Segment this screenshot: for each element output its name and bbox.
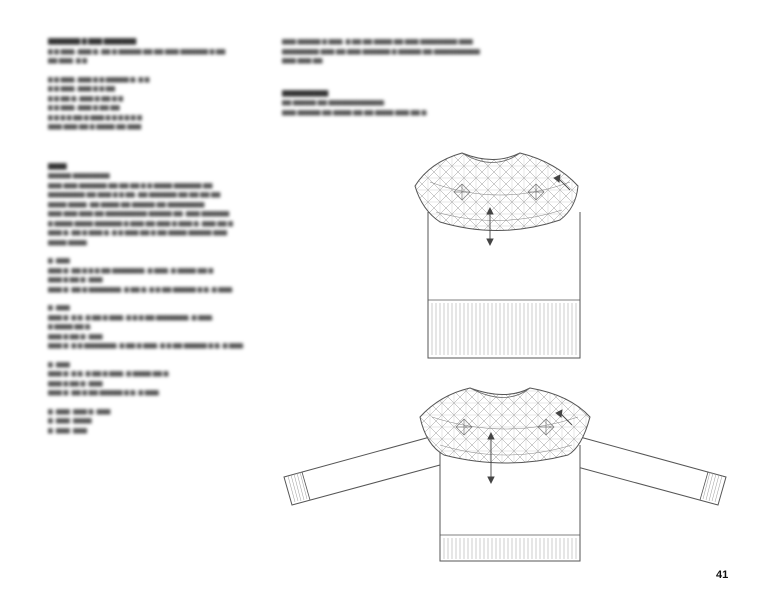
blurred-text-line: ▆ ▆ ▆▆▆, ▆▆▆ ▆ ▆ ▆▆▆▆▆ ▆, ▆ ▆ (48, 76, 150, 83)
blurred-text-line: ▆. ▆▆▆: ▆▆▆ ▆. ▆▆▆ (48, 408, 111, 415)
blurred-text-line: ▆▆▆ ▆ ▆▆ ▆: ▆▆▆ (48, 333, 103, 340)
blurred-text-line: ▇▇▇▇▇▇▇▇▇▇ (282, 90, 329, 97)
blurred-text-line: ▆▆▆▆▆▆▆▆ ▆▆ ▆▆▆ ▆ ▆ ▆▆, ▆▆ ▆▆▆▆▆▆ ▆▆ ▆▆ ▆▆ ▆▆ (48, 192, 221, 198)
blurred-text-line: ▆▆▆ ▆▆▆ ▆▆▆ ▆▆ ▆▆▆▆▆▆▆▆▆ ▆▆▆▆▆ ▆▆. ▆▆▆ ▆▆▆▆▆▆ (48, 211, 230, 217)
blurred-text-line: ▆▆▆▆ ▆▆▆▆. (48, 239, 89, 246)
vest-schematic-illustration (410, 148, 590, 363)
blurred-text-line: ▆▆▆ ▆: ▆▆ ▆ ▆▆▆▆▆▆▆, ▆ ▆▆ ▆, ▆ ▆ ▆▆ ▆▆▆▆▆ ▆ ▆, ▆ ▆▆▆. (48, 286, 234, 293)
blurred-text-line: ▆ ▆ ▆ ▆ ▆▆ ▆ ▆▆▆ ▆ ▆ ▆ ▆ ▆ ▆ (48, 114, 142, 121)
blurred-text-line: ▆▆▆ ▆ ▆▆ ▆: ▆▆▆ (48, 380, 103, 387)
sweater-yoke-colorwork (420, 388, 590, 463)
blurred-text-line: ▆ ▆ ▆▆▆, ▆▆▆ ▆ ▆▆ ▆▆ (48, 105, 120, 111)
blurred-text-line: ▆▆▆ ▆ ▆▆ ▆: ▆▆▆ (48, 277, 103, 283)
blurred-text-line: ▆▆▆ ▆: ▆ ▆ ▆▆▆▆▆▆▆, ▆ ▆▆ ▆ ▆▆▆, ▆ ▆ ▆▆ ▆▆▆▆▆ ▆ ▆, ▆ ▆▆▆. (48, 343, 245, 349)
blurred-text-line: ▆▆ ▆▆▆▆▆ ▆▆ ▆▆▆▆▆▆▆▆▆▆▆▆. (282, 100, 386, 106)
blurred-text-line: ▆. ▆▆▆ (48, 258, 70, 264)
blurred-text-line: ▆. ▆▆▆ (48, 361, 70, 368)
blurred-text-line: ▆▆▆ ▆▆▆ ▆▆▆▆▆▆ ▆▆ ▆▆ ▆▆ ▆ ▆ ▆▆▆▆ ▆▆▆▆▆▆ ▆▆ (48, 182, 213, 189)
blurred-text-line: ▆▆▆ ▆▆▆▆▆ ▆▆ ▆▆▆▆ ▆▆ ▆▆ ▆▆▆▆ ▆▆▆ ▆▆ ▆. (282, 109, 428, 116)
blurred-text-line: ▆▆▆ ▆, ▆▆ ▆ ▆▆▆ ▆, ▆ ▆ ▆▆▆ ▆▆ ▆ ▆▆ ▆▆▆▆ ▆▆▆▆▆ ▆▆▆ (48, 230, 227, 236)
blurred-text-line: ▆ ▆▆▆▆ ▆▆ ▆, (48, 324, 92, 330)
blurred-text-line: ▆▆▆ ▆▆▆ ▆▆. (282, 58, 324, 64)
vest-yoke-colorwork (415, 153, 578, 231)
blurred-text-line: ▆ ▆▆▆▆ ▆▆▆▆ ▆▆▆▆▆▆ ▆ ▆▆▆ ▆▆ ▆▆▆ ▆ ▆▆▆ ▆, ▆▆▆ ▆▆ ▆ (48, 220, 233, 227)
instructions-left-column (48, 38, 263, 436)
blurred-text-line: ▆ ▆ ▆▆▆, ▆▆▆ ▆ ▆ ▆▆ (48, 86, 116, 92)
blurred-text-line: ▆▆▆▆▆ ▆▆▆▆▆▆▆▆ (48, 173, 110, 179)
page-number: 41 (716, 569, 729, 581)
blurred-text-line: ▆▆▆ ▆: ▆ ▆, ▆ ▆▆ ▆ ▆▆▆, ▆ ▆▆▆▆ ▆▆ ▆. (48, 371, 170, 377)
blurred-text-line: ▆. ▆▆▆: ▆▆▆▆ (48, 418, 92, 424)
blurred-text-line: ▆. ▆▆▆ (48, 305, 70, 311)
blurred-text-line: ▆▆▆▆ ▆▆▆▆. ▆▆ ▆▆▆▆ ▆▆ ▆▆▆▆▆ ▆▆ ▆▆▆▆▆▆▆▆ (48, 201, 205, 208)
right-sleeve-outline (570, 437, 726, 505)
blurred-text-line: ▆▆▆▆▆▆▆▆ ▆▆▆ ▆▆ ▆▆▆ ▆▆▆▆▆▆ ▆ ▆▆▆▆▆ ▆▆ ▆▆▆▆▆▆▆▆▆▆ (282, 48, 480, 55)
blurred-text-line: ▆▆▆ ▆: ▆ ▆, ▆ ▆▆ ▆ ▆▆▆, ▆ ▆ ▆ ▆▆ ▆▆▆▆▆▆▆, ▆ ▆▆▆, (48, 314, 214, 321)
sweater-schematic-illustration (280, 385, 730, 563)
blurred-text-line: ▆▆▆ ▆: ▆▆ ▆ ▆▆ ▆▆▆▆▆ ▆ ▆, ▆ ▆▆▆. (48, 390, 161, 396)
blurred-text-line: ▇▇▇▇▇▇▇ ▇ ▇▇▇ ▇▇▇▇▇▇▇ (48, 39, 137, 45)
blurred-text-line: ▆ ▆ ▆▆ ▆, ▆▆▆ ▆ ▆▆ ▆ ▆ (48, 95, 123, 102)
blurred-text-line: ▆ ▆ ▆▆▆, ▆▆▆ ▆, ▆▆ ▆ ▆▆▆▆▆ ▆▆ ▆▆ ▆▆▆ ▆▆▆▆▆▆ ▆ ▆▆ (48, 48, 226, 55)
blurred-text-line: ▆. ▆▆▆: ▆▆▆ (48, 427, 87, 434)
blurred-text-line: ▆▆▆ ▆▆▆▆▆ ▆ ▆▆▆, ▆ ▆▆ ▆▆ ▆▆▆▆ ▆▆ ▆▆▆ ▆▆▆▆▆▆▆▆ ▆▆▆ (282, 39, 473, 45)
blurred-text-line: ▆▆ ▆▆▆, ▆ ▆ (48, 58, 87, 64)
blurred-text-line: ▆▆▆ ▆▆▆ ▆▆ ▆ ▆▆▆▆ ▆▆ ▆▆▆ (48, 124, 142, 130)
blurred-text-line: ▆▆▆ ▆: ▆▆ ▆ ▆ ▆ ▆▆ ▆▆▆▆▆▆▆, ▆ ▆▆▆, ▆ ▆▆▆▆ ▆▆ ▆ (48, 267, 214, 274)
left-sleeve-outline (284, 437, 440, 505)
instructions-right-column (282, 38, 497, 118)
blurred-text-line: ▇▇▇▇ (48, 163, 67, 170)
